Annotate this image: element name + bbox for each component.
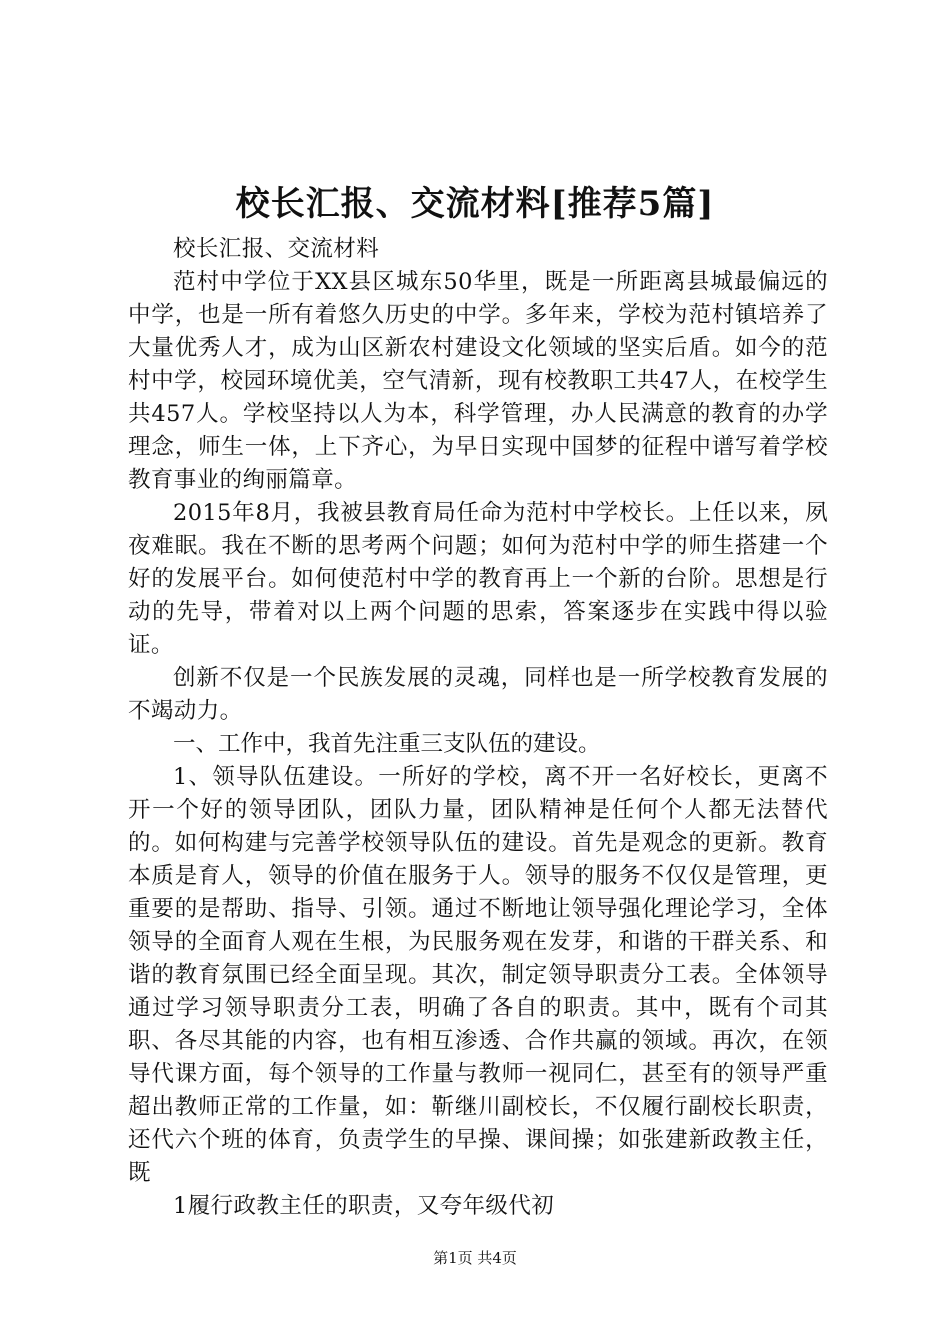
page-footer: 第1页 共4页 xyxy=(433,1249,517,1267)
document-body xyxy=(128,233,828,1223)
document-title: 校长汇报、交流材料[推荐5篇] xyxy=(235,184,715,224)
paragraph-school-intro: 范村中学位于XX县区城东50华里，既是一所距离县城最偏远的中学，也是一所有着悠久历史的中学。多年来，学校为范村镇培养了大量优秀人才，成为山区新农村建设文化领域的坚实后盾。如今的范村中学，校园环境优美，空气清新，现有校教职工共47人，在校学生共457人。学校坚持以人为本，科学管理，办人民满意的教育的办学理念，师生一体，上下齐心，为早日实现中国梦的征程中谱写着学校教育事业的绚丽篇章。 xyxy=(128,269,828,493)
paragraph-appointment: 2015年8月，我被县教育局任命为范村中学校长。上任以来，夙夜难眠。我在不断的思考两个问题；如何为范村中学的师生搭建一个好的发展平台。如何使范村中学的教育再上一个新的台阶。思想是行动的先导，带着对以上两个问题的思索，答案逐步在实践中得以验证。 xyxy=(128,500,828,658)
paragraph-subheading: 一、工作中，我首先注重三支队伍的建设。 xyxy=(173,731,601,757)
paragraph-leadership: 1、领导队伍建设。一所好的学校，离不开一名好校长，更离不开一个好的领导团队，团队力量，团队精神是任何个人都无法替代的。如何构建与完善学校领导队伍的建设。首先是观念的更新。教育本质是育人，领导的价值在服务于人。领导的服务不仅仅是管理，更重要的是帮助、指导、引领。通过不断地让领导强化理论学习，全体领导的全面育人观在生根，为民服务观在发芽，和谐的干群关系、和谐的教育氛围已经全面呈现。其次，制定领导职责分工表。全体领导通过学习领导职责分工表，明确了各自的职责。其中，既有个司其职、各尽其能的内容，也有相互渗透、合作共赢的领域。再次，在领导代课方面，每个领导的工作量与教师一视同仁，甚至有的领导严重超出教师正常的工作量，如：靳继川副校长，不仅履行副校长职责，还代六个班的体育，负责学生的早操、课间操；如张建新政教主任，既 xyxy=(128,764,828,1186)
section-heading: 校长汇报、交流材料 xyxy=(173,236,380,262)
paragraph-innovation: 创新不仅是一个民族发展的灵魂，同样也是一所学校教育发展的不竭动力。 xyxy=(128,665,828,724)
paragraph-continuation: 1履行政教主任的职责，又夸年级代初 xyxy=(173,1193,555,1219)
